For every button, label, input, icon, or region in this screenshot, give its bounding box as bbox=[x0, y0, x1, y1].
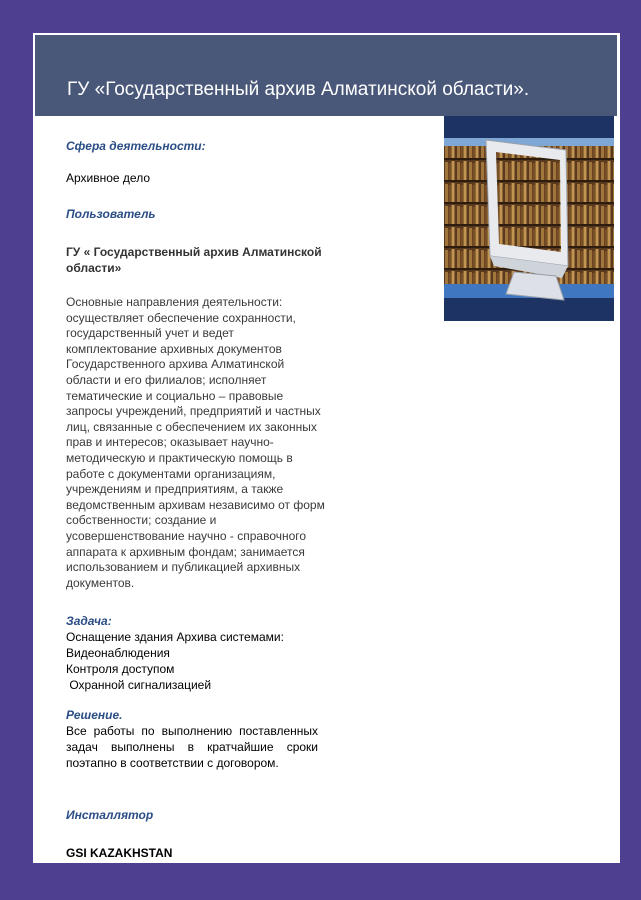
solution-text: Все работы по выполнению поставленных задач выполнены в кратчайшие сроки поэтапно в соответствии с договором. bbox=[66, 724, 318, 770]
user-name: ГУ « Государственный архив Алматинской области» bbox=[66, 245, 322, 275]
task-line: Видеонаблюдения bbox=[66, 646, 170, 660]
activity-value: Архивное дело bbox=[66, 171, 151, 185]
task-line: Контроля доступом bbox=[66, 662, 175, 676]
monitor-with-bookshelves-image bbox=[444, 116, 614, 321]
solution-heading: Решение. bbox=[66, 708, 123, 722]
user-heading: Пользователь bbox=[66, 207, 156, 221]
user-description: Основные направления деятельности: осуществляет обеспечение сохранности, государственный учет и ведет комплектование архивных документов Государственного архива Алматинской области и его филиалов; исполняет тематические и социально – правовые запросы учреждений, предприятий и частных лиц, связанные с обеспечением их законных прав и интересов; оказывает научно-методическую и практическую помощь в работе с документами организациям, учреждениям и предприятиям, а также ведомственным архивам независимо от форм собственности; создание и усовершенствование научно - справочного аппарата к архивным фондам; занимается использованием и публикацией архивных документов. bbox=[66, 295, 325, 590]
task-line: Оснащение здания Архива системами: bbox=[66, 630, 284, 644]
activity-heading: Сфера деятельности: bbox=[66, 139, 206, 153]
task-line: Охранной сигнализацией bbox=[66, 678, 212, 692]
page-title: ГУ «Государственный архив Алматинской области». bbox=[67, 79, 530, 100]
document-page bbox=[33, 33, 620, 863]
header-banner bbox=[35, 35, 617, 116]
task-heading: Задача: bbox=[66, 614, 112, 628]
hero-illustration bbox=[444, 116, 614, 321]
installer-name: GSI KAZAKHSTAN bbox=[66, 846, 173, 860]
installer-heading: Инсталлятор bbox=[66, 808, 154, 822]
